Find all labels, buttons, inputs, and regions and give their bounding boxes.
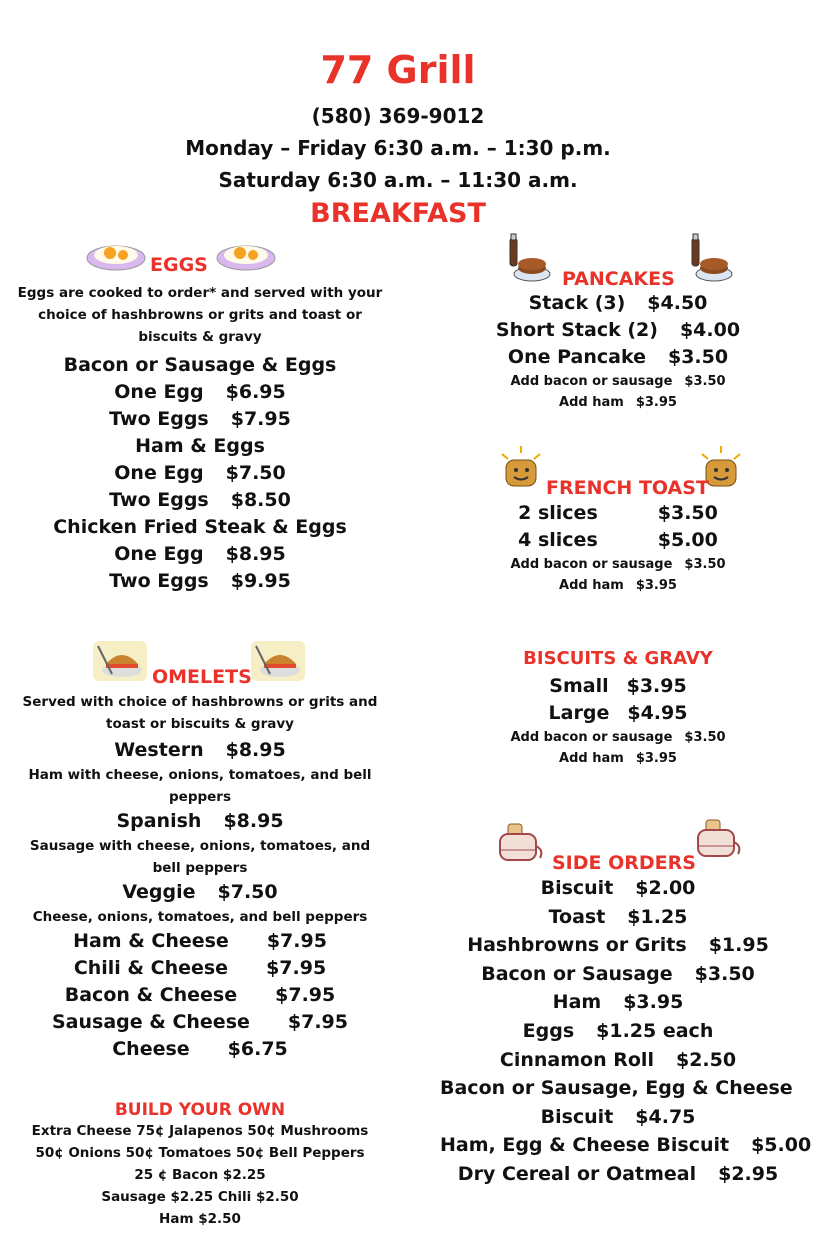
menu-item (440, 1046, 796, 1075)
item-name: Add bacon or sausage (510, 730, 673, 745)
item-name: Ham (552, 991, 602, 1014)
pancakes-header (440, 234, 796, 290)
item-price: $8.50 (230, 489, 291, 511)
item-price: $4.50 (647, 292, 708, 314)
item-name: 2 slices (518, 502, 598, 524)
side-orders-title: SIDE ORDERS (552, 852, 696, 874)
burger-plate-icon (92, 640, 148, 682)
menu-item (440, 392, 796, 413)
item-price: $3.95 (635, 578, 677, 593)
item-name: Bacon & Cheese (64, 984, 238, 1006)
menu-item (10, 541, 390, 568)
item-price: $3.95 (635, 395, 677, 410)
item-group-name: Chicken Fried Steak & Eggs (53, 516, 347, 538)
item-price: $3.95 (635, 751, 677, 766)
item-price: $5.00 (751, 1134, 812, 1157)
item-name: Cheese (112, 1038, 190, 1060)
menu-item (440, 903, 796, 932)
item-price: $3.50 (684, 730, 726, 745)
pancakes-section (440, 234, 796, 413)
menu-item (440, 554, 796, 575)
build-line: Sausage $2.25 Chili $2.50 (101, 1189, 299, 1205)
pancake-syrup-icon (502, 234, 552, 284)
menu-item (440, 1103, 796, 1132)
item-price: $3.95 (623, 991, 684, 1014)
item-price: $2.95 (718, 1162, 779, 1185)
item-desc: peppers (169, 789, 231, 805)
item-name: Add ham (559, 751, 624, 766)
item-name: Cinnamon Roll (499, 1048, 654, 1071)
eggs-title: EGGS (150, 254, 208, 276)
side-orders-header (440, 812, 796, 874)
menu-item (440, 527, 796, 554)
menu-item (440, 1160, 796, 1189)
item-name: One Egg (114, 381, 204, 403)
item-name: Hashbrowns or Grits (467, 934, 687, 957)
hours-weekday: Monday – Friday 6:30 a.m. – 1:30 p.m. (185, 136, 611, 160)
omelets-title: OMELETS (152, 666, 252, 688)
item-price: $7.95 (230, 408, 291, 430)
item-name: Stack (3) (528, 292, 626, 314)
item-name: Eggs (522, 1019, 575, 1042)
item-price: $3.50 (684, 557, 726, 572)
item-name: Small (549, 675, 609, 697)
hours-saturday: Saturday 6:30 a.m. – 11:30 a.m. (218, 168, 578, 192)
item-price: $7.50 (225, 462, 286, 484)
item-name: Western (114, 739, 204, 761)
item-price: $8.95 (223, 810, 284, 832)
menu-item (10, 568, 390, 595)
item-name: Biscuit (540, 1105, 614, 1128)
menu-item (440, 988, 796, 1017)
french-toast-header (440, 444, 796, 500)
item-name: Bacon or Sausage (481, 962, 673, 985)
item-group-name: Bacon or Sausage & Eggs (63, 354, 337, 376)
menu-item (440, 575, 796, 596)
eggs-desc: biscuits & gravy (138, 329, 262, 345)
toaster-icon (692, 816, 744, 862)
menu-item (440, 1131, 812, 1160)
restaurant-title: 77 Grill (320, 48, 476, 92)
biscuits-section (440, 648, 796, 769)
item-name: Add ham (559, 395, 624, 410)
menu-item (10, 460, 390, 487)
build-line: Extra Cheese 75¢ Jalapenos 50¢ Mushrooms (31, 1123, 369, 1139)
fried-egg-plate-icon (85, 234, 147, 274)
item-name: Ham, Egg & Cheese Biscuit (440, 1134, 730, 1157)
phone-number: (580) 369-9012 (311, 104, 485, 128)
item-name: Short Stack (2) (495, 319, 658, 341)
item-name: Add bacon or sausage (510, 557, 673, 572)
item-desc: Ham with cheese, onions, tomatoes, and bell (28, 767, 372, 783)
item-price: $1.25 each (596, 1019, 714, 1042)
item-price: $3.50 (667, 346, 729, 368)
item-price: $3.50 (684, 374, 726, 389)
item-price: $3.50 (694, 962, 755, 985)
omelets-desc: toast or biscuits & gravy (106, 716, 294, 732)
item-name: Dry Cereal or Oatmeal (457, 1162, 697, 1185)
omelets-section (10, 640, 390, 1063)
item-desc: Sausage with cheese, onions, tomatoes, and (29, 838, 371, 854)
item-desc: bell peppers (152, 860, 248, 876)
menu-item (10, 1036, 390, 1063)
item-name: One Egg (114, 462, 204, 484)
fried-egg-plate-icon (215, 234, 277, 274)
item-name: Bacon or Sausage, Egg & Cheese (440, 1077, 793, 1100)
item-price: $9.95 (230, 570, 291, 592)
item-name: Sausage & Cheese (52, 1011, 250, 1033)
item-group-name: Ham & Eggs (135, 435, 265, 457)
pancakes-title: PANCAKES (562, 268, 675, 290)
menu-item (10, 928, 390, 955)
menu-item (440, 673, 796, 700)
omelets-header (10, 640, 390, 688)
menu-item (440, 874, 796, 903)
menu-item (440, 344, 796, 371)
item-name: One Egg (114, 543, 204, 565)
omelets-desc: Served with choice of hashbrowns or grits and (22, 694, 378, 710)
menu-item (10, 808, 390, 835)
item-price: $7.95 (266, 957, 327, 979)
menu-item (440, 317, 796, 344)
french-toast-title: FRENCH TOAST (546, 477, 709, 499)
menu-item (440, 727, 796, 748)
menu-item (440, 500, 796, 527)
build-your-own-section (10, 1100, 390, 1230)
biscuits-title: BISCUITS & GRAVY (523, 648, 713, 669)
item-name: One Pancake (507, 346, 646, 368)
item-name: Add bacon or sausage (510, 374, 673, 389)
eggs-desc: choice of hashbrowns or grits and toast or (38, 307, 362, 323)
breakfast-heading: BREAKFAST (310, 198, 486, 229)
burger-plate-icon (250, 640, 306, 682)
item-name: Two Eggs (109, 570, 209, 592)
menu-item (440, 700, 796, 727)
item-name: Ham & Cheese (73, 930, 229, 952)
item-price: $3.95 (626, 675, 687, 697)
eggs-section (10, 234, 390, 595)
menu-item (10, 1009, 390, 1036)
menu-item (10, 379, 390, 406)
item-price: $3.50 (657, 502, 718, 524)
menu-item (440, 748, 796, 769)
build-line: 25 ¢ Bacon $2.25 (134, 1167, 266, 1183)
item-price: $1.95 (708, 934, 769, 957)
eggs-desc: Eggs are cooked to order* and served with your (17, 285, 383, 301)
item-price: $8.95 (225, 543, 286, 565)
item-price: $6.95 (225, 381, 286, 403)
menu-item (440, 1074, 796, 1103)
eggs-header (10, 234, 390, 276)
build-title: BUILD YOUR OWN (114, 1100, 286, 1120)
item-price: $1.25 (627, 905, 688, 928)
build-line: 50¢ Onions 50¢ Tomatoes 50¢ Bell Peppers (35, 1145, 365, 1161)
item-name: Add ham (559, 578, 624, 593)
item-price: $4.75 (635, 1105, 696, 1128)
item-price: $6.75 (227, 1038, 288, 1060)
menu-item (10, 879, 390, 906)
smiling-toast-icon (496, 444, 546, 492)
menu-item (440, 960, 796, 989)
item-name: Spanish (116, 810, 202, 832)
item-price: $7.95 (287, 1011, 348, 1033)
menu-item (440, 371, 796, 392)
menu-item (10, 406, 390, 433)
item-name: 4 slices (518, 529, 598, 551)
item-name: Biscuit (540, 877, 614, 899)
item-price: $7.50 (217, 881, 278, 903)
item-price: $2.50 (675, 1048, 737, 1071)
item-price: $2.00 (635, 877, 696, 899)
item-price: $8.95 (225, 739, 286, 761)
pancake-syrup-icon (684, 234, 734, 284)
item-name: Large (548, 702, 610, 724)
item-price: $4.95 (627, 702, 688, 724)
french-toast-section (440, 444, 796, 596)
menu-item (440, 1017, 796, 1046)
item-price: $5.00 (657, 529, 718, 551)
item-name: Veggie (122, 881, 196, 903)
item-name: Two Eggs (109, 408, 209, 430)
item-name: Toast (548, 905, 606, 928)
item-desc: Cheese, onions, tomatoes, and bell peppers (32, 909, 368, 925)
menu-item (10, 982, 390, 1009)
side-orders-section (440, 812, 812, 1189)
toaster-icon (494, 820, 546, 866)
menu-item (440, 290, 796, 317)
item-price: $7.95 (275, 984, 336, 1006)
menu-item (10, 487, 390, 514)
build-line: Ham $2.50 (159, 1211, 241, 1227)
menu-item (10, 737, 390, 764)
item-name: Chili & Cheese (73, 957, 229, 979)
menu-item (10, 955, 390, 982)
item-price: $4.00 (679, 319, 741, 341)
menu-item (440, 931, 796, 960)
item-name: Two Eggs (109, 489, 209, 511)
item-price: $7.95 (266, 930, 327, 952)
